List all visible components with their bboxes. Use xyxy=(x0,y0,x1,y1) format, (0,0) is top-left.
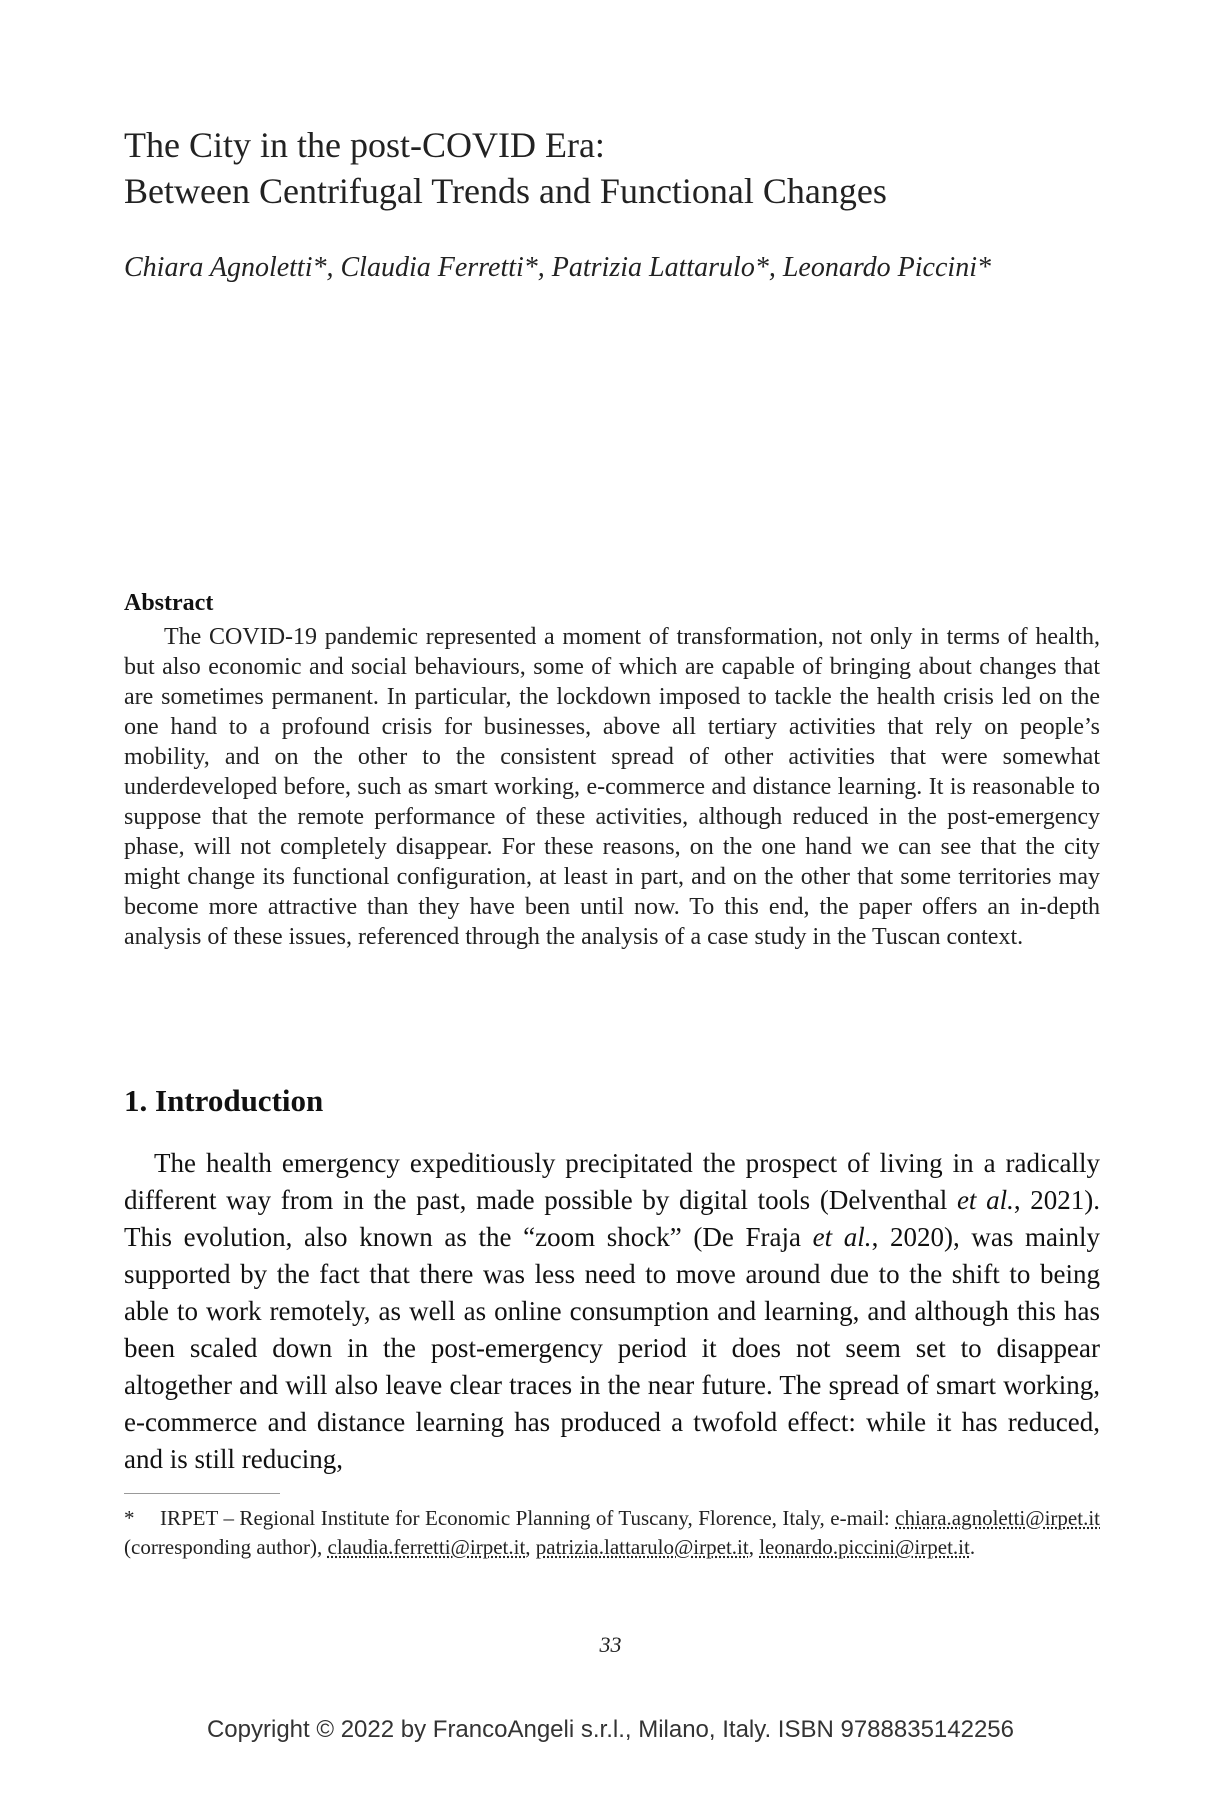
intro-citation-etal: et al. xyxy=(812,1222,872,1252)
page-number: 33 xyxy=(599,1632,622,1657)
introduction-heading: 1. Introduction xyxy=(124,1083,324,1118)
copyright-notice: Copyright © 2022 by FrancoAngeli s.r.l., Milano, Italy. ISBN 9788835142256 xyxy=(206,1716,1015,1743)
paper-title xyxy=(124,122,1124,214)
intro-text-segment: , 2021). This evolution, also known as the “zoom shock” (De Fraja xyxy=(124,1185,1100,1252)
introduction-paragraph xyxy=(124,1145,1100,1478)
abstract-body xyxy=(124,622,1100,952)
footnote-text: IRPET – Regional Institute for Economic Planning of Tuscany, Florence, Italy, e-mail: xyxy=(160,1506,896,1530)
title-line-1: The City in the post-COVID Era: xyxy=(124,125,605,165)
footnote-separator: , xyxy=(525,1535,536,1559)
email-link-lattarulo[interactable]: patrizia.lattarulo@irpet.it xyxy=(535,1535,749,1559)
email-link-ferretti[interactable]: claudia.ferretti@irpet.it xyxy=(327,1535,526,1559)
intro-text-segment: , 2020), was mainly supported by the fact that there was less need to move around due to the shift to being able to work remotely, as well as online consumption and learning, and although this has been scaled down in the post-emergency period it does not seem set to disappear altogether and will also leave clear traces in the near future. The spread of smart working, e-commerce and distance learning has produced a twofold effect: while it has reduced, and is still reducing, xyxy=(124,1222,1100,1474)
footnote-mark: * xyxy=(124,1506,135,1530)
email-link-agnoletti[interactable]: chiara.agnoletti@irpet.it xyxy=(895,1506,1100,1530)
author-list: Chiara Agnoletti*, Claudia Ferretti*, Patrizia Lattarulo*, Leonardo Piccini* xyxy=(124,252,991,283)
footnote xyxy=(124,1504,1100,1562)
email-link-piccini[interactable]: leonardo.piccini@irpet.it xyxy=(759,1535,970,1559)
footnote-text: (corresponding author), xyxy=(124,1535,328,1559)
abstract-paragraph: The COVID-19 pandemic represented a moment of transformation, not only in terms of health, but also economic and social behaviours, some of which are capable of bringing about changes that are sometimes permanent. In particular, the lockdown imposed to tackle the health crisis led on the one hand to a profound crisis for businesses, above all tertiary activities that rely on people’s mobility, and on the other to the consistent spread of other activities that were somewhat underdeveloped before, such as smart working, e-commerce and distance learning. It is reasonable to suppose that the remote performance of these activities, although reduced in the post-emergency phase, will not completely disappear. For these reasons, on the one hand we can see that the city might change its functional configuration, at least in part, and on the other that some territories may become more attractive than they have been until now. To this end, the paper offers an in-depth analysis of these issues, referenced through the analysis of a case study in the Tuscan context. xyxy=(124,624,1100,950)
introduction-body xyxy=(124,1145,1100,1478)
footnote-end: . xyxy=(969,1535,976,1559)
abstract-heading: Abstract xyxy=(124,590,214,616)
intro-text-segment: The health emergency expeditiously precipitated the prospect of living in a radically different way from in the past, made possible by digital tools (Delventhal xyxy=(124,1148,1100,1215)
footnote-separator: , xyxy=(748,1535,760,1559)
title-line-2: Between Centrifugal Trends and Functional Changes xyxy=(124,171,887,211)
intro-citation-etal: et al. xyxy=(956,1185,1014,1215)
footnote-divider xyxy=(124,1493,280,1494)
